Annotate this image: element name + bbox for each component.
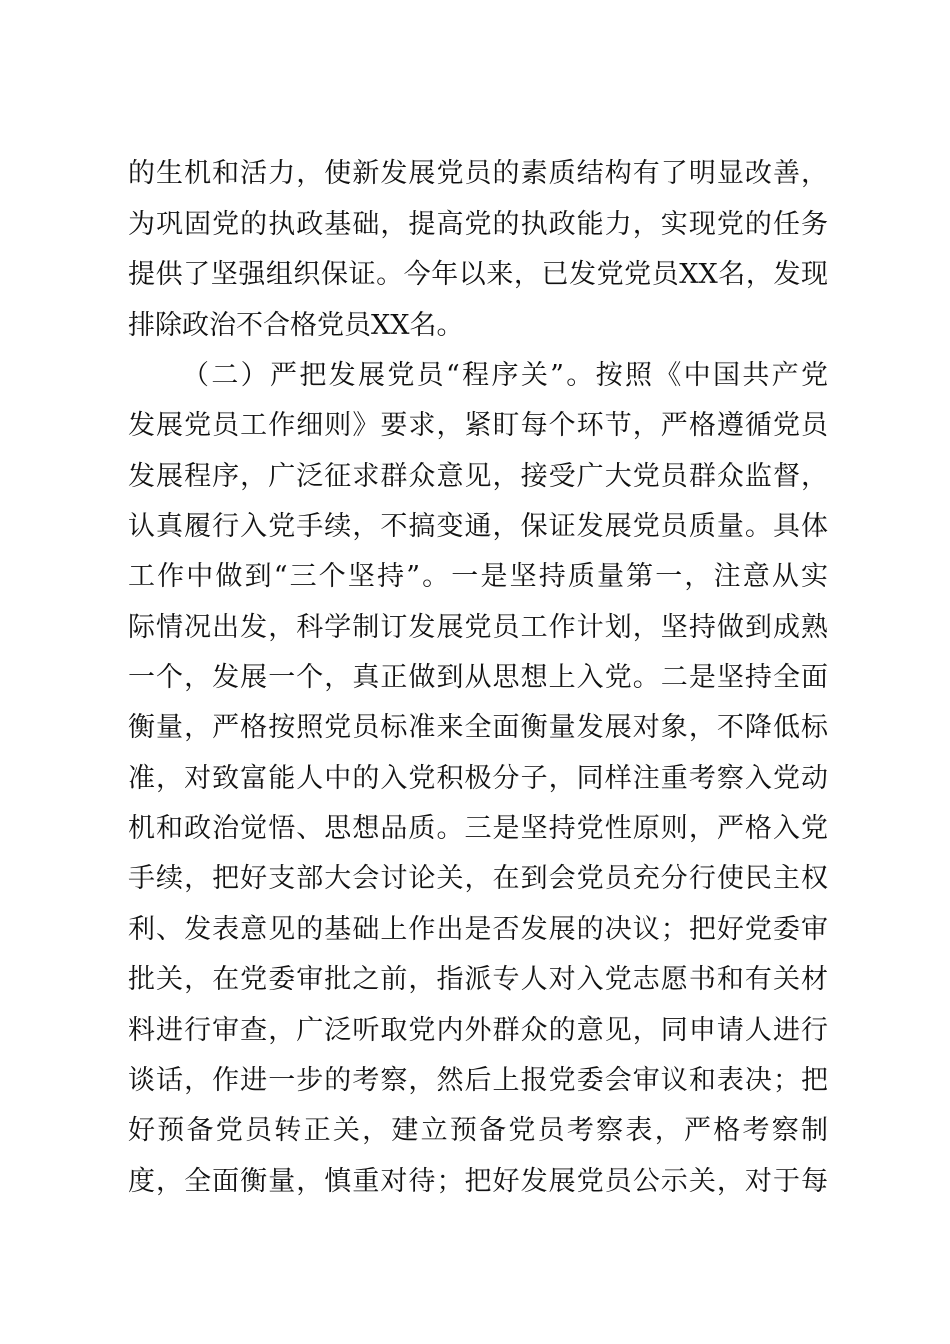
body-text-line: 谈话，作进一步的考察，然后上报党委会审议和表决；把	[128, 1065, 828, 1096]
body-text-line: 排除政治不合格党员XX名。	[128, 310, 464, 341]
body-text-line: 的生机和活力，使新发展党员的素质结构有了明显改善，	[128, 158, 828, 189]
body-text-line: 际情况出发，科学制订发展党员工作计划，坚持做到成熟	[128, 612, 828, 643]
body-text-line: 手续，把好支部大会讨论关，在到会党员充分行使民主权	[128, 863, 828, 894]
body-text-line: 认真履行入党手续，不搞变通，保证发展党员质量。具体	[128, 511, 828, 542]
body-text-line: 衡量，严格按照党员标准来全面衡量发展对象，不降低标	[128, 712, 828, 743]
body-text-line: 度，全面衡量，慎重对待；把好发展党员公示关，对于每	[128, 1166, 828, 1197]
body-text-line: 发展党员工作细则》要求，紧盯每个环节，严格遵循党员	[128, 410, 828, 441]
body-text-line: 为巩固党的执政基础，提高党的执政能力，实现党的任务	[128, 209, 828, 240]
body-text-line: 好预备党员转正关，建立预备党员考察表，严格考察制	[128, 1115, 828, 1146]
body-text-line: 准，对致富能人中的入党积极分子，同样注重考察入党动	[128, 763, 828, 794]
body-text-line: 料进行审查，广泛听取党内外群众的意见，同申请人进行	[128, 1015, 828, 1046]
body-text-line: 发展程序，广泛征求群众意见，接受广大党员群众监督，	[128, 461, 828, 492]
paragraph-first-line: （二）严把发展党员“程序关”。按照《中国共产党	[182, 360, 828, 391]
body-text-line: 批关，在党委审批之前，指派专人对入党志愿书和有关材	[128, 964, 828, 995]
body-text-line: 提供了坚强组织保证。今年以来，已发党党员XX名，发现	[128, 259, 828, 290]
body-text-line: 工作中做到“三个坚持”。一是坚持质量第一，注意从实	[128, 561, 828, 592]
body-text-line: 一个，发展一个，真正做到从思想上入党。二是坚持全面	[128, 662, 828, 693]
body-text-line: 机和政治觉悟、思想品质。三是坚持党性原则，严格入党	[128, 813, 828, 844]
body-text-line: 利、发表意见的基础上作出是否发展的决议；把好党委审	[128, 914, 828, 945]
